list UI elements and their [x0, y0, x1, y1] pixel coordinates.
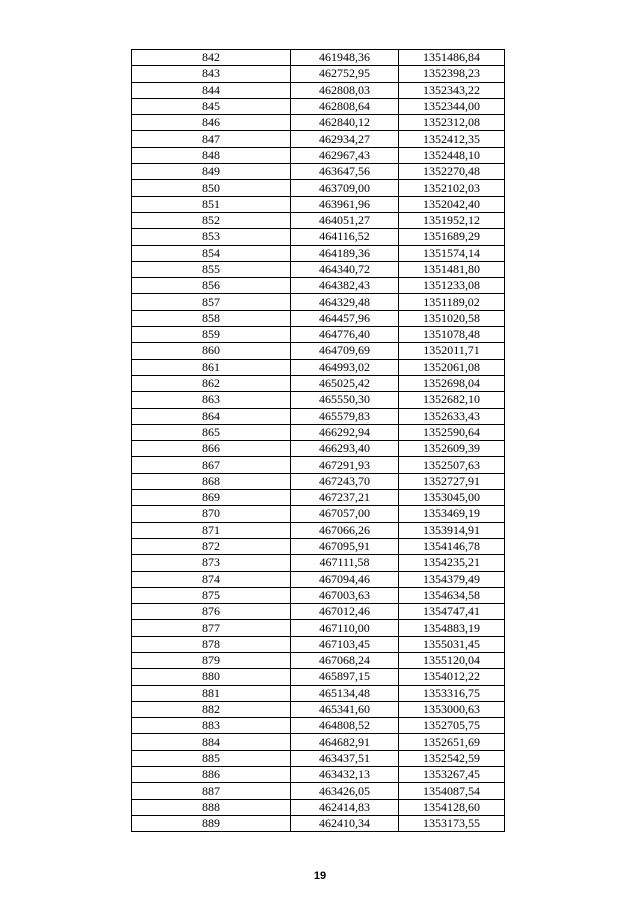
point-number-cell: 876 [132, 604, 291, 620]
point-number-cell: 843 [132, 66, 291, 82]
x-coordinate-cell: 462967,43 [291, 147, 399, 163]
point-number-cell: 865 [132, 424, 291, 440]
table-row [132, 685, 505, 701]
y-coordinate-cell: 1352312,08 [399, 115, 505, 131]
x-coordinate-cell: 464329,48 [291, 294, 399, 310]
table-row [132, 359, 505, 375]
table-row [132, 375, 505, 391]
point-number-cell: 864 [132, 408, 291, 424]
point-number-cell: 853 [132, 229, 291, 245]
x-coordinate-cell: 462414,83 [291, 799, 399, 815]
coordinates-table [131, 49, 505, 832]
y-coordinate-cell: 1353469,19 [399, 506, 505, 522]
point-number-cell: 857 [132, 294, 291, 310]
x-coordinate-cell: 464382,43 [291, 278, 399, 294]
coordinates-table-body [132, 50, 505, 832]
x-coordinate-cell: 467094,46 [291, 571, 399, 587]
point-number-cell: 868 [132, 473, 291, 489]
x-coordinate-cell: 462808,64 [291, 98, 399, 114]
table-row [132, 180, 505, 196]
x-coordinate-cell: 462840,12 [291, 115, 399, 131]
point-number-cell: 888 [132, 799, 291, 815]
point-number-cell: 863 [132, 392, 291, 408]
x-coordinate-cell: 463709,00 [291, 180, 399, 196]
x-coordinate-cell: 462934,27 [291, 131, 399, 147]
table-row [132, 718, 505, 734]
point-number-cell: 846 [132, 115, 291, 131]
x-coordinate-cell: 464776,40 [291, 327, 399, 343]
y-coordinate-cell: 1352682,10 [399, 392, 505, 408]
table-row [132, 424, 505, 440]
y-coordinate-cell: 1352507,63 [399, 457, 505, 473]
table-row [132, 310, 505, 326]
y-coordinate-cell: 1353316,75 [399, 685, 505, 701]
x-coordinate-cell: 464340,72 [291, 261, 399, 277]
x-coordinate-cell: 465897,15 [291, 669, 399, 685]
y-coordinate-cell: 1352042,40 [399, 196, 505, 212]
x-coordinate-cell: 466292,94 [291, 424, 399, 440]
y-coordinate-cell: 1353045,00 [399, 490, 505, 506]
y-coordinate-cell: 1353173,55 [399, 815, 505, 831]
table-row [132, 815, 505, 831]
y-coordinate-cell: 1352398,23 [399, 66, 505, 82]
table-row [132, 506, 505, 522]
y-coordinate-cell: 1354012,22 [399, 669, 505, 685]
table-row [132, 587, 505, 603]
point-number-cell: 866 [132, 441, 291, 457]
x-coordinate-cell: 462752,95 [291, 66, 399, 82]
x-coordinate-cell: 464051,27 [291, 212, 399, 228]
x-coordinate-cell: 467057,00 [291, 506, 399, 522]
x-coordinate-cell: 464682,91 [291, 734, 399, 750]
x-coordinate-cell: 467068,24 [291, 652, 399, 668]
table-row [132, 82, 505, 98]
y-coordinate-cell: 1351481,80 [399, 261, 505, 277]
table-row [132, 652, 505, 668]
point-number-cell: 852 [132, 212, 291, 228]
point-number-cell: 886 [132, 767, 291, 783]
y-coordinate-cell: 1354235,21 [399, 555, 505, 571]
x-coordinate-cell: 464457,96 [291, 310, 399, 326]
x-coordinate-cell: 463961,96 [291, 196, 399, 212]
point-number-cell: 849 [132, 164, 291, 180]
table-row [132, 164, 505, 180]
y-coordinate-cell: 1352727,91 [399, 473, 505, 489]
y-coordinate-cell: 1352542,59 [399, 750, 505, 766]
point-number-cell: 872 [132, 538, 291, 554]
x-coordinate-cell: 465025,42 [291, 375, 399, 391]
y-coordinate-cell: 1355120,04 [399, 652, 505, 668]
x-coordinate-cell: 467111,58 [291, 555, 399, 571]
x-coordinate-cell: 465579,83 [291, 408, 399, 424]
table-row [132, 636, 505, 652]
x-coordinate-cell: 467003,63 [291, 587, 399, 603]
y-coordinate-cell: 1352344,00 [399, 98, 505, 114]
point-number-cell: 867 [132, 457, 291, 473]
x-coordinate-cell: 467243,70 [291, 473, 399, 489]
y-coordinate-cell: 1352061,08 [399, 359, 505, 375]
x-coordinate-cell: 461948,36 [291, 50, 399, 66]
point-number-cell: 845 [132, 98, 291, 114]
y-coordinate-cell: 1352609,39 [399, 441, 505, 457]
point-number-cell: 856 [132, 278, 291, 294]
point-number-cell: 889 [132, 815, 291, 831]
point-number-cell: 844 [132, 82, 291, 98]
table-row [132, 783, 505, 799]
point-number-cell: 848 [132, 147, 291, 163]
point-number-cell: 887 [132, 783, 291, 799]
table-row [132, 750, 505, 766]
y-coordinate-cell: 1352448,10 [399, 147, 505, 163]
x-coordinate-cell: 464808,52 [291, 718, 399, 734]
point-number-cell: 859 [132, 327, 291, 343]
y-coordinate-cell: 1352270,48 [399, 164, 505, 180]
point-number-cell: 870 [132, 506, 291, 522]
table-row [132, 343, 505, 359]
x-coordinate-cell: 463437,51 [291, 750, 399, 766]
y-coordinate-cell: 1351486,84 [399, 50, 505, 66]
table-row [132, 229, 505, 245]
page-number: 19 [313, 870, 327, 882]
point-number-cell: 850 [132, 180, 291, 196]
table-row [132, 50, 505, 66]
y-coordinate-cell: 1352705,75 [399, 718, 505, 734]
x-coordinate-cell: 467066,26 [291, 522, 399, 538]
y-coordinate-cell: 1354634,58 [399, 587, 505, 603]
table-row [132, 571, 505, 587]
table-row [132, 131, 505, 147]
table-row [132, 767, 505, 783]
y-coordinate-cell: 1351078,48 [399, 327, 505, 343]
y-coordinate-cell: 1352343,22 [399, 82, 505, 98]
y-coordinate-cell: 1353914,91 [399, 522, 505, 538]
y-coordinate-cell: 1351952,12 [399, 212, 505, 228]
y-coordinate-cell: 1354087,54 [399, 783, 505, 799]
x-coordinate-cell: 465550,30 [291, 392, 399, 408]
y-coordinate-cell: 1351189,02 [399, 294, 505, 310]
x-coordinate-cell: 467103,45 [291, 636, 399, 652]
point-number-cell: 883 [132, 718, 291, 734]
x-coordinate-cell: 464993,02 [291, 359, 399, 375]
table-row [132, 147, 505, 163]
y-coordinate-cell: 1351020,58 [399, 310, 505, 326]
point-number-cell: 842 [132, 50, 291, 66]
x-coordinate-cell: 464709,69 [291, 343, 399, 359]
point-number-cell: 878 [132, 636, 291, 652]
table-row [132, 196, 505, 212]
table-row [132, 701, 505, 717]
y-coordinate-cell: 1352102,03 [399, 180, 505, 196]
y-coordinate-cell: 1354883,19 [399, 620, 505, 636]
point-number-cell: 885 [132, 750, 291, 766]
table-row [132, 278, 505, 294]
point-number-cell: 862 [132, 375, 291, 391]
point-number-cell: 861 [132, 359, 291, 375]
table-row [132, 408, 505, 424]
y-coordinate-cell: 1351574,14 [399, 245, 505, 261]
x-coordinate-cell: 465341,60 [291, 701, 399, 717]
y-coordinate-cell: 1352590,64 [399, 424, 505, 440]
y-coordinate-cell: 1353000,63 [399, 701, 505, 717]
table-row [132, 212, 505, 228]
table-row [132, 294, 505, 310]
point-number-cell: 869 [132, 490, 291, 506]
x-coordinate-cell: 463432,13 [291, 767, 399, 783]
point-number-cell: 882 [132, 701, 291, 717]
x-coordinate-cell: 465134,48 [291, 685, 399, 701]
table-row [132, 669, 505, 685]
x-coordinate-cell: 462410,34 [291, 815, 399, 831]
point-number-cell: 874 [132, 571, 291, 587]
y-coordinate-cell: 1352633,43 [399, 408, 505, 424]
table-row [132, 457, 505, 473]
y-coordinate-cell: 1352011,71 [399, 343, 505, 359]
y-coordinate-cell: 1354379,49 [399, 571, 505, 587]
table-row [132, 555, 505, 571]
y-coordinate-cell: 1352698,04 [399, 375, 505, 391]
y-coordinate-cell: 1351689,29 [399, 229, 505, 245]
point-number-cell: 873 [132, 555, 291, 571]
table-row [132, 115, 505, 131]
x-coordinate-cell: 466293,40 [291, 441, 399, 457]
x-coordinate-cell: 467095,91 [291, 538, 399, 554]
table-row [132, 261, 505, 277]
point-number-cell: 881 [132, 685, 291, 701]
point-number-cell: 880 [132, 669, 291, 685]
x-coordinate-cell: 463647,56 [291, 164, 399, 180]
y-coordinate-cell: 1354146,78 [399, 538, 505, 554]
table-row [132, 620, 505, 636]
point-number-cell: 855 [132, 261, 291, 277]
table-row [132, 522, 505, 538]
table-row [132, 392, 505, 408]
x-coordinate-cell: 467291,93 [291, 457, 399, 473]
point-number-cell: 854 [132, 245, 291, 261]
point-number-cell: 858 [132, 310, 291, 326]
table-row [132, 66, 505, 82]
y-coordinate-cell: 1351233,08 [399, 278, 505, 294]
table-row [132, 538, 505, 554]
table-row [132, 245, 505, 261]
x-coordinate-cell: 467110,00 [291, 620, 399, 636]
point-number-cell: 875 [132, 587, 291, 603]
x-coordinate-cell: 463426,05 [291, 783, 399, 799]
y-coordinate-cell: 1354747,41 [399, 604, 505, 620]
y-coordinate-cell: 1353267,45 [399, 767, 505, 783]
table-row [132, 473, 505, 489]
x-coordinate-cell: 467237,21 [291, 490, 399, 506]
point-number-cell: 877 [132, 620, 291, 636]
y-coordinate-cell: 1354128,60 [399, 799, 505, 815]
y-coordinate-cell: 1355031,45 [399, 636, 505, 652]
y-coordinate-cell: 1352412,35 [399, 131, 505, 147]
table-row [132, 98, 505, 114]
point-number-cell: 884 [132, 734, 291, 750]
table-row [132, 734, 505, 750]
table-row [132, 490, 505, 506]
table-row [132, 327, 505, 343]
y-coordinate-cell: 1352651,69 [399, 734, 505, 750]
x-coordinate-cell: 462808,03 [291, 82, 399, 98]
point-number-cell: 871 [132, 522, 291, 538]
point-number-cell: 847 [132, 131, 291, 147]
point-number-cell: 860 [132, 343, 291, 359]
point-number-cell: 851 [132, 196, 291, 212]
x-coordinate-cell: 467012,46 [291, 604, 399, 620]
table-row [132, 799, 505, 815]
x-coordinate-cell: 464116,52 [291, 229, 399, 245]
x-coordinate-cell: 464189,36 [291, 245, 399, 261]
point-number-cell: 879 [132, 652, 291, 668]
table-row [132, 604, 505, 620]
table-row [132, 441, 505, 457]
